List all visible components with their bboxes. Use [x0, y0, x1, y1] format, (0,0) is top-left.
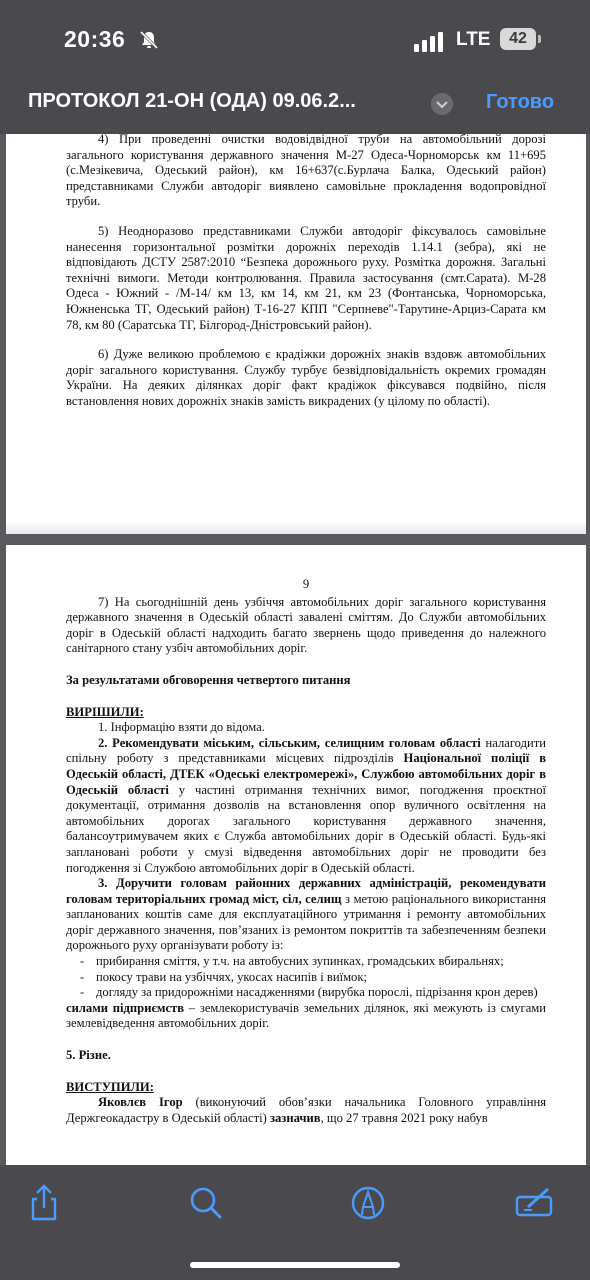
forces-text: – землекористувачів земельних ділянок, які межують із смугами землевідведення автомобільних доріг. [66, 1000, 546, 1031]
forces-lead: силами підприємств [66, 1000, 185, 1015]
speaker-role: (виконуючий обов’язки начальника Головного управління Держгеокадастру в Одеській області) [66, 1095, 546, 1125]
paragraph-7: 7) На сьогоднішній день узбіччя автомобільних доріг загального користування державного значення в Одеській області завалені сміттям. До Служби автомобільних доріг в Одеській області надходить багато звернень щодо приведення до належного санітарного стану узбіч автомобільних доріг. [66, 594, 546, 656]
battery-cap [538, 35, 541, 43]
paragraph-6: 6) Дуже великою проблемою є крадіжки дорожніх знаків вздовж автомобільних доріг загального користування. Службу турбує безвідповідальність окремих громадян України. На деяких ділянках доріг факт крадіжок фіксувався подвійно, після встановлення нових дорожніх знаків замість викрадених (у цілому по області). [66, 347, 546, 408]
spoke-heading: ВИСТУПИЛИ: [66, 1079, 154, 1094]
list-item: - покосу трави на узбіччях, укосах насипів і виїмок; [80, 970, 546, 986]
list-item: - догляду за придорожніми насадженнями (вирубка порослі, підрізання крон дерев) [80, 985, 546, 1001]
document-title[interactable]: ПРОТОКОЛ 21-ОН (ОДА) 09.06.2... [28, 90, 356, 112]
top-bar [0, 0, 590, 134]
decision-item-2-rest: у частині отримання технічних вимог, погодження проєктної документації, отримання дозволів на встановлення опор вуличного освітлення на автомобільних дорогах загального користування державного значення, балансоутримувачем яких є Служба автомобільних доріг в Одеській області. Будь-які заплановані роботи у смузі відведення автомобільних доріг не проводити без погодження зі Службою автомобільних доріг в Одеській області. [66, 782, 546, 875]
edit-icon[interactable] [514, 1183, 554, 1223]
decision-item-2 [66, 736, 546, 876]
decision-item-1: 1. Інформацію взяти до відома. [98, 720, 265, 735]
home-indicator[interactable] [190, 1262, 400, 1268]
speaker-verb: зазначив [269, 1110, 321, 1125]
chevron-down-icon[interactable] [431, 93, 453, 115]
decision-item-2-text: налагодити спільну роботу з представниками місцевих підрозділів [66, 735, 546, 766]
decision-item-3-lead: 3. Доручити головам районних державних адміністрацій, рекомендувати головам територіальних громад міст, сіл, селищ [66, 876, 546, 906]
signal-icon [414, 32, 448, 52]
share-icon[interactable] [24, 1183, 64, 1223]
forces-paragraph [66, 1001, 546, 1032]
page-edge [6, 522, 586, 534]
speaker-paragraph [66, 1095, 546, 1126]
speaker-text: , що 27 травня 2021 року набув [320, 1110, 488, 1125]
task-list [66, 954, 546, 1001]
results-heading: За результатами обговорення четвертого питання [66, 672, 351, 687]
markup-icon[interactable] [348, 1183, 388, 1223]
decision-item-2-orgs: Національної поліції в Одеській області, ДТЕК «Одеські електромережі», Службою автомобільних доріг в Одеській області [66, 751, 546, 797]
status-time: 20:36 [64, 26, 126, 52]
paragraph-4: 4) При проведенні очистки водовідвідної труби на автомобільний дорозі загального користування державного значення М-27 Одеса-Чорноморськ км 11+695 (с.Мезікевича, Одеський район), км 16+637(с.Бурлача Балка, Одеський район) представниками Служби автодоріг виявлено самовільне прокладення водопровідної труби. [66, 132, 546, 209]
speaker-name: Яковлєв Ігор [98, 1095, 183, 1110]
page-number: 9 [302, 577, 310, 591]
document-page [6, 545, 586, 1165]
document-page [6, 134, 586, 534]
battery-indicator: 42 [500, 28, 536, 50]
done-button[interactable]: Готово [486, 91, 555, 113]
paragraph-5: 5) Неодноразово представниками Служби автодоріг фіксувалось самовільне нанесення горизонтальної розмітки дорожніх переходів 1.14.1 (зебра), які не відповідають ДСТУ 2587:2010 “Безпека дорожнього руху. Розмітка дорожня. Загальні технічні вимоги. Методи контролювання. Правила застосування (смт.Сарата). М-28 Одеса - Южний - /М-14/ км 13, км 14, км 21, км 23 (Фонтанська, Чорноморська, Южненська ТГ, Одеський район) Т-16-27 КПП "Серпневе"-Тарутине-Арциз-Сарата км 78, км 80 (Саратська ТГ, Білгород-Дністровський район). [66, 223, 546, 332]
decided-heading: ВИРІШИЛИ: [66, 704, 144, 719]
bell-slash-icon [138, 29, 160, 51]
list-item: - прибирання сміття, у т.ч. на автобусних зупинках, громадських вбиральнях; [80, 954, 546, 970]
section-5-heading: 5. Різне. [66, 1048, 111, 1063]
decision-item-3-text: з метою раціонального використання запланованих коштів саме для експлуатаційного утримання і ремонту автомобільних доріг державного значення, пов’язаних із ремонтом покриттів та забезпеченням безпеки дорожнього руху організувати роботу із: [66, 891, 546, 953]
decision-item-2-lead: 2. Рекомендувати міським, сільським, селищним головам області [98, 735, 481, 750]
search-icon[interactable] [186, 1183, 226, 1223]
status-bar [0, 22, 590, 62]
decision-item-3 [66, 876, 546, 954]
network-type: LTE [456, 29, 491, 50]
